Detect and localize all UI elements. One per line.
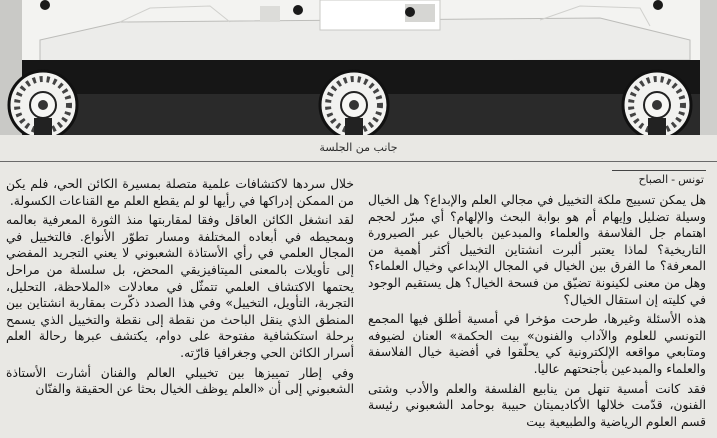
article-paragraph: فقد كانت أمسية تنهل من ينابيع الفلسفة والعلم والأدب وشتى الفنون، قدّمت خلالها الأكاديميتان حبيبة بوحامد الشعبوني رئيسة قسم العلوم الرياضية والطبيعية بيت bbox=[368, 381, 706, 429]
photo-caption: جانب من الجلسة bbox=[319, 141, 398, 154]
dateline: تونس-الصباح bbox=[612, 170, 706, 189]
news-photo bbox=[0, 0, 717, 135]
article-paragraph: هذه الأسئلة وغيرها، طرحت مؤخرا في أمسية أطلق فيها المجمع التونسي للعلوم والآداب والفنون» بيت الحكمة» العنان لضيوفه ومتابعي مواقعه الإلكترونية كي يحلّقوا في أفضية خيال الفلاسفة والعلماء والمبدعين بأجنحتهم عاليا. bbox=[368, 312, 706, 376]
article-paragraph: وفي إطار تمييزها بين تخييلي العالم والفنان أشارت الأستاذة الشعبوني إلى أن «العلم يوظف الخيال بحثا عن الحقيقة والفنّان bbox=[6, 365, 354, 397]
dateline-paper: الصباح bbox=[638, 173, 669, 186]
dateline-city: تونس bbox=[678, 173, 704, 186]
caption-divider bbox=[0, 161, 717, 162]
article-paragraph: هل يمكن تسييج ملكة التخييل في مجالي العلم والإبداع؟ هل الخيال وسيلة تضليل وإيهام أم هو بوابة البحث والإلهام؟ أي مبرّر لحجم اهتمام جل الفلاسفة والعلماء والمبدعين بالخيال عبر الصيرورة التاريخية؟ لماذا يعتبر ألبرت انشتاين التخييل أكثر أهمية من المعرفة؟ ما الفرق بين الخيال في المجال الإبداعي وخيال العلماء؟ وهل من معنى لكينونة تضيّق من فسحة الخيال؟ هل يستقيم الوجود في كليته إن استقال الخيال؟ bbox=[368, 193, 706, 307]
article-paragraph: خلال سردها لاكتشافات علمية متصلة بمسيرة الكائن الحي، فلم يكن من الممكن إدراكها في رأيها لو لم يقطع العلم مع القناعات الكسولة. bbox=[6, 177, 354, 208]
vehicle-photo-graphic bbox=[0, 0, 717, 135]
article-paragraph: لقد انشغل الكائن العاقل وفقا لمقاربتها منذ الثورة المعرفية بعالمه وبمحيطه في أبعاده المختلفة ومسار تطوّر الأنواع. فالتخييل في المجال العلمي في رأي الأستاذة الشعبوني لا يعني التجريد المفضي إلى تأويلات بالمعنى الميتافيزيقي المحض، بل سلسلة من مراحل يحتمها الاكتشاف العلمي تتمثّل في معادلات «الملاحظة، التحليل، التجربة، التأويل، التخييل» وفي هذا الصدد ذكّرت بمقاربة انشتاين بين المنطق الذي ينقل الباحث من نقطة إلى نقطة والتخييل الذي يسمح برحلة استكشافية مفتوحة على دوام، يكتشف عبرها رحالة العلم أسرار الكائن الحي وجغرافيا قارّته. bbox=[6, 213, 354, 360]
